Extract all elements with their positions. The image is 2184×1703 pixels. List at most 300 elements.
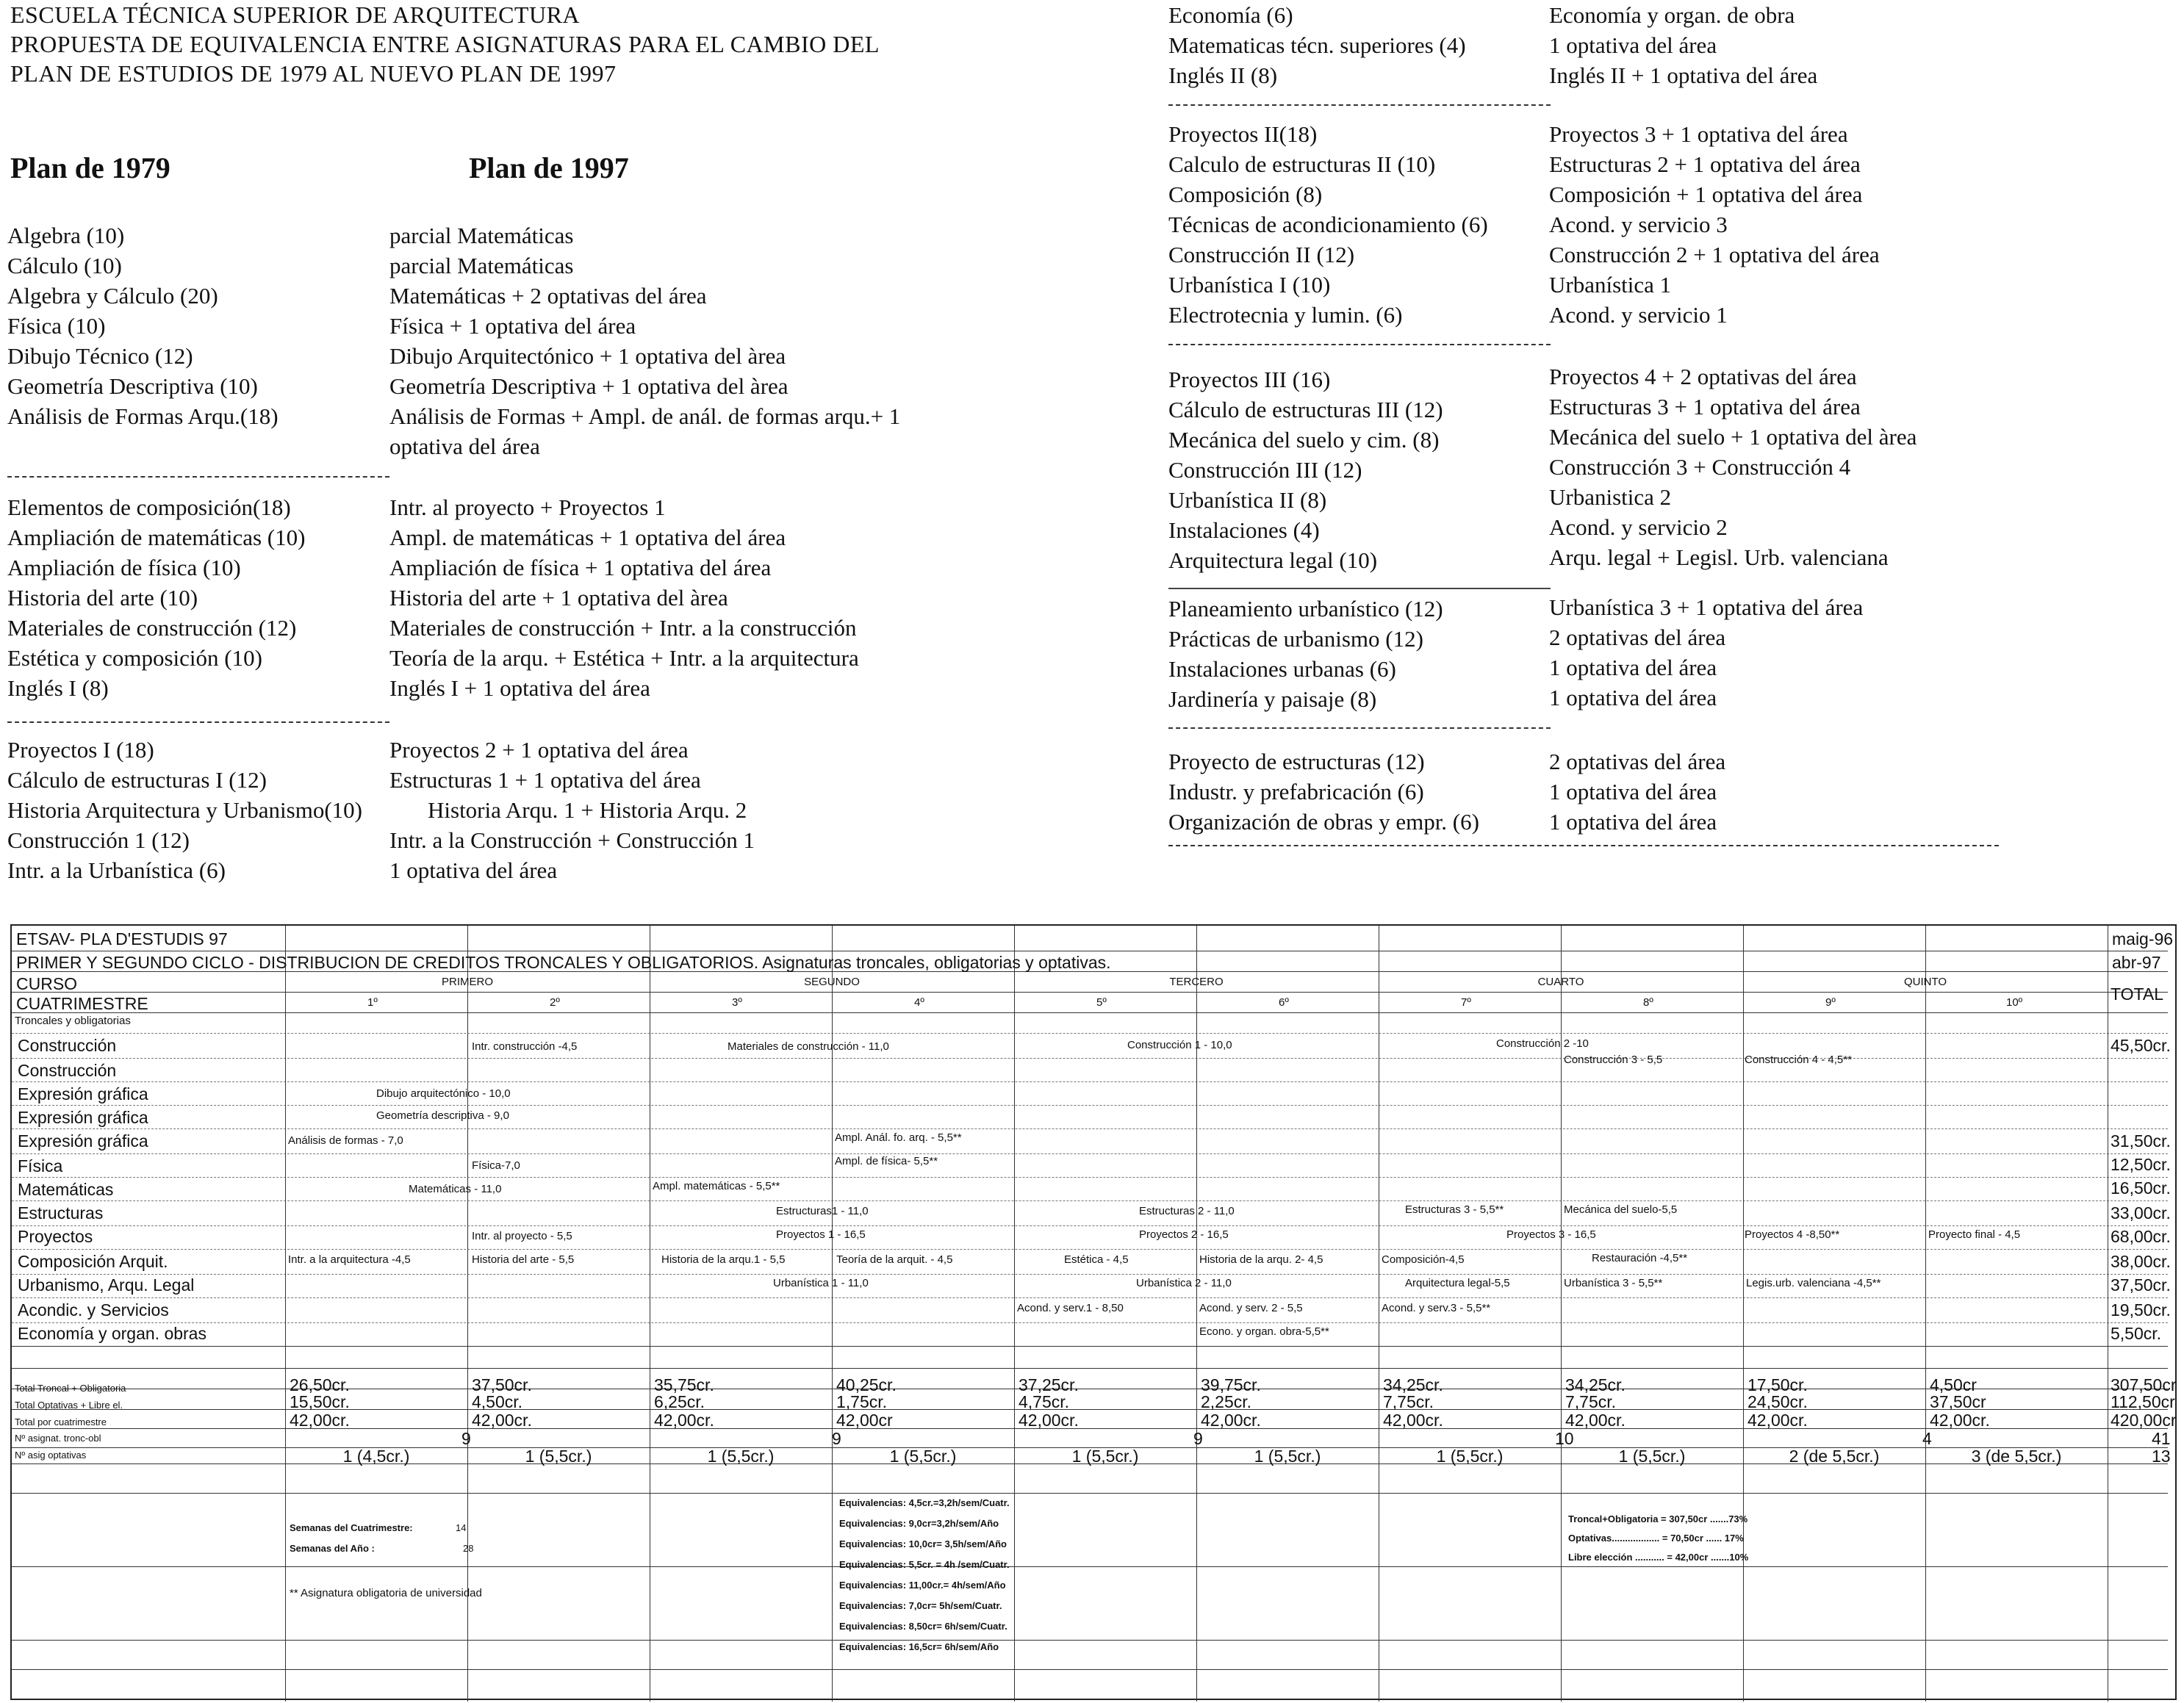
summary-label: Total por cuatrimestre (15, 1416, 107, 1427)
new-subject: 1 optativa del área (1549, 685, 1717, 710)
grid-line (12, 1200, 2168, 1201)
year-header: TERCERO (1169, 976, 1224, 988)
troncal-value: 4,50cr (1930, 1375, 1977, 1394)
optativas-value: 37,50cr (1930, 1392, 1986, 1411)
subject-cell: Econo. y organ. obra-5,5** (1199, 1325, 1329, 1338)
troncal-total: 307,50cr (2111, 1375, 2177, 1394)
cuatrimestre-value: 42,00cr (836, 1411, 893, 1430)
optativas-value: 4,50cr. (472, 1392, 523, 1411)
old-subject: Calculo de estructuras II (10) (1168, 151, 1436, 177)
old-subject: Proyectos III (16) (1168, 367, 1331, 392)
new-subject: Teoría de la arqu. + Estética + Intr. a la arquitectura (389, 645, 859, 671)
count-opt-total: 13 (2152, 1447, 2171, 1466)
subject-cell: Teoría de la arquit. - 4,5 (836, 1253, 953, 1266)
plan-1979-heading: Plan de 1979 (10, 151, 170, 184)
count-opt: 1 (4,5cr.) (342, 1447, 410, 1466)
summary-note: Optativas.................. = 70,50cr ...... 17% (1568, 1533, 1744, 1544)
new-subject: Acond. y servicio 1 (1549, 302, 1728, 328)
row-label: Proyectos (18, 1227, 93, 1246)
subject-cell: Intr. a la arquitectura -4,5 (288, 1253, 411, 1266)
right-group-3-old (1168, 364, 1443, 575)
table-subtitle (16, 953, 1111, 973)
subject-cell: Proyectos 1 - 16,5 (776, 1228, 866, 1241)
grid-line (12, 1322, 2168, 1323)
separator (7, 721, 389, 723)
subject-cell: Composición-4,5 (1382, 1253, 1465, 1266)
separator (1168, 344, 1551, 345)
summary-note: Libre elección ........... = 42,00cr .......10% (1568, 1552, 1749, 1563)
cuatrimestre-value: 42,00cr. (1383, 1411, 1443, 1430)
old-subject: Instalaciones (4) (1168, 517, 1320, 543)
troncal-value: 40,25cr. (836, 1375, 897, 1394)
grid-line (12, 1566, 2168, 1567)
old-subject: Intr. a la Urbanística (6) (7, 857, 226, 883)
optativas-value: 15,50cr. (290, 1392, 350, 1411)
subject-cell: Arquitectura legal-5,5 (1405, 1277, 1510, 1289)
semester-header: 4º (914, 996, 924, 1009)
new-subject: Intr. al proyecto + Proyectos 1 (389, 494, 666, 520)
year-header: PRIMERO (441, 976, 493, 988)
row-label: Física (18, 1156, 63, 1175)
grid-line (1014, 926, 1015, 1702)
old-subject: Inglés I (8) (7, 675, 109, 701)
subject-cell: Proyectos 4 -8,50** (1745, 1228, 1840, 1241)
new-subject: Acond. y servicio 2 (1549, 514, 1728, 540)
grid-line (12, 1081, 2168, 1082)
count-opt: 1 (5,5cr.) (1254, 1447, 1321, 1466)
new-subject: parcial Matemáticas (389, 223, 574, 248)
subject-cell: Proyecto final - 4,5 (1928, 1228, 2021, 1241)
subject-cell: Física-7,0 (472, 1159, 520, 1172)
row-label: Expresión gráfica (18, 1084, 148, 1103)
optativas-value: 7,75cr. (1383, 1392, 1434, 1411)
optativas-total: 112,50cr (2111, 1392, 2175, 1411)
optativas-value: 4,75cr. (1019, 1392, 1070, 1411)
old-subject: Cálculo de estructuras I (12) (7, 767, 267, 793)
grid-line (12, 1128, 2168, 1129)
row-label: Construcción (18, 1061, 117, 1080)
date-label: maig-96 (2112, 929, 2174, 948)
old-subject: Proyectos I (18) (7, 737, 154, 763)
subject-cell: Ampl. de física- 5,5** (835, 1155, 938, 1167)
credits-table (10, 924, 2177, 1700)
count-tronc: 9 (832, 1429, 841, 1448)
optativas-value: 7,75cr. (1565, 1392, 1617, 1411)
equivalence-note: Equivalencias: 11,00cr.= 4h/sem/Año (839, 1580, 1006, 1591)
grid-line (1925, 926, 1926, 1702)
new-subject: Inglés I + 1 optativa del área (389, 675, 650, 701)
school-name: ESCUELA TÉCNICA SUPERIOR DE ARQUITECTURA (10, 1, 581, 28)
right-group-5-new (1549, 746, 1725, 837)
subject-cell: Ampl. Anál. fo. arq. - 5,5** (835, 1131, 962, 1144)
old-subject: Geometría Descriptiva (10) (7, 373, 258, 399)
semester-header: 8º (1643, 996, 1653, 1009)
troncal-value: 35,75cr. (654, 1375, 714, 1394)
troncal-value: 37,25cr. (1019, 1375, 1079, 1394)
count-tronc: 9 (1193, 1429, 1203, 1448)
semester-header: 9º (1825, 996, 1836, 1009)
right-group-4-old (1168, 594, 1443, 714)
separator (7, 476, 389, 478)
old-subject: Construcción III (12) (1168, 457, 1362, 483)
old-subject: Urbanística II (8) (1168, 487, 1327, 513)
subject-cell: Análisis de formas - 7,0 (288, 1134, 403, 1147)
left-group-3-new (389, 735, 755, 885)
semester-header: 6º (1279, 996, 1289, 1009)
right-group-2-new (1549, 119, 1880, 330)
count-opt: 2 (de 5,5cr.) (1789, 1447, 1880, 1466)
left-group-1-new (389, 220, 900, 461)
row-total: 19,50cr. (2111, 1300, 2171, 1319)
cuatrimestre-value: 42,00cr. (1019, 1411, 1079, 1430)
troncal-value: 39,75cr. (1201, 1375, 1261, 1394)
troncal-value: 37,50cr. (472, 1375, 532, 1394)
right-group-5-old (1168, 746, 1479, 837)
count-opt: 1 (5,5cr.) (1618, 1447, 1686, 1466)
equivalence-note: Equivalencias: 9,0cr=3,2h/sem/Año (839, 1518, 999, 1529)
grid-line (12, 992, 2168, 993)
old-subject: Industr. y prefabricación (6) (1168, 779, 1424, 804)
row-label: Economía y organ. obras (18, 1324, 206, 1343)
new-subject: Urbanistica 2 (1549, 484, 1672, 510)
equivalence-note: Equivalencias: 5,5cr. = 4h /sem/Cuatr. (839, 1559, 1010, 1570)
old-subject: Instalaciones urbanas (6) (1168, 656, 1396, 682)
subject-cell: Geometría descriptiva - 9,0 (376, 1109, 509, 1122)
new-subject: Ampliación de física + 1 optativa del área (389, 555, 772, 580)
new-subject: Economía y organ. de obra (1549, 2, 1795, 28)
optativas-value: 24,50cr. (1747, 1392, 1808, 1411)
troncal-value: 26,50cr. (290, 1375, 350, 1394)
optativas-value: 6,25cr. (654, 1392, 705, 1411)
old-subject: Organización de obras y empr. (6) (1168, 809, 1479, 835)
weeks-semester-value: 14 (456, 1522, 467, 1533)
new-subject: 1 optativa del área (1549, 655, 1717, 680)
new-subject: 1 optativa del área (1549, 779, 1717, 804)
count-opt: 1 (5,5cr.) (1436, 1447, 1504, 1466)
old-subject: Economía (6) (1168, 2, 1293, 28)
semester-header: 5º (1096, 996, 1107, 1009)
grid-line (12, 1249, 2168, 1250)
subject-cell: Legis.urb. valenciana -4,5** (1746, 1277, 1881, 1289)
new-subject: 1 optativa del área (1549, 809, 1717, 835)
subject-cell: Intr. al proyecto - 5,5 (472, 1230, 572, 1242)
row-total: 37,50cr. (2111, 1275, 2171, 1295)
date-label: abr-97 (2112, 953, 2161, 972)
row-total: 12,50cr. (2111, 1155, 2171, 1174)
row-label: Expresión gráfica (18, 1108, 148, 1127)
old-subject: Inglés II (8) (1168, 62, 1278, 88)
count-tronc: 4 (1922, 1429, 1932, 1448)
new-subject: Ampl. de matemáticas + 1 optativa del área (389, 525, 786, 550)
subject-cell: Proyectos 3 - 16,5 (1506, 1228, 1596, 1241)
row-label: Composición Arquit. (18, 1252, 168, 1271)
weeks-semester-label: Semanas del Cuatrimestre: (290, 1522, 413, 1533)
proposal-title-line2: PLAN DE ESTUDIOS DE 1979 AL NUEVO PLAN DE 1997 (10, 60, 617, 87)
table-title: ETSAV- PLA D'ESTUDIS 97 (16, 929, 228, 948)
old-subject: Análisis de Formas Arqu.(18) (7, 403, 279, 429)
old-subject: Composición (8) (1168, 181, 1323, 207)
count-tronc-total: 41 (2152, 1429, 2171, 1448)
new-subject: Estructuras 2 + 1 optativa del área (1549, 151, 1861, 177)
subject-cell: Intr. construcción -4,5 (472, 1040, 578, 1053)
equivalence-note: Equivalencias: 10,0cr= 3,5h/sem/Año (839, 1538, 1007, 1549)
old-subject: Cálculo (10) (7, 253, 122, 278)
separator (1168, 104, 1551, 106)
troncal-value: 34,25cr. (1383, 1375, 1443, 1394)
subject-cell: Construcción 1 - 10,0 (1127, 1039, 1232, 1051)
old-subject: Física (10) (7, 313, 106, 339)
grid-line (12, 1669, 2168, 1670)
cuatrimestre-value: 42,00cr. (472, 1411, 532, 1430)
year-header: QUINTO (1903, 976, 1947, 988)
new-subject: Geometría Descriptiva + 1 optativa del àrea (389, 373, 789, 399)
subtitle-part: Asignaturas troncales, obligatorias y optativas. (762, 953, 1111, 972)
row-total: 5,50cr. (2111, 1324, 2162, 1343)
grid-line (12, 1346, 2168, 1347)
grid-line (12, 1368, 2168, 1369)
new-subject: Proyectos 4 + 2 optativas del área (1549, 364, 1857, 389)
summary-label: Total Troncal + Obligatoria (15, 1383, 126, 1394)
equivalence-note: Equivalencias: 16,5cr= 6h/sem/Año (839, 1641, 999, 1652)
new-subject: Intr. a la Construcción + Construcción 1 (389, 827, 755, 853)
cuatrimestre-total: 420,00cr (2111, 1411, 2177, 1430)
row-total: 31,50cr. (2111, 1131, 2171, 1151)
row-label: Urbanismo, Arqu. Legal (18, 1275, 195, 1295)
subject-cell: Estructuras 2 - 11,0 (1139, 1205, 1235, 1217)
old-subject: Urbanística I (10) (1168, 272, 1331, 298)
new-subject: Proyectos 3 + 1 optativa del área (1549, 121, 1848, 147)
new-subject: Inglés II + 1 optativa del área (1549, 62, 1818, 88)
cuatrimestre-value: 42,00cr. (290, 1411, 350, 1430)
left-group-3-old (7, 735, 362, 885)
old-subject: Elementos de composición(18) (7, 494, 291, 520)
subtitle-part: PRIMER Y SEGUNDO CICLO - DISTRIBUCION DE CREDITOS TRONCALES Y OBLIGATORIOS. (16, 953, 763, 972)
new-subject: Construcción 3 + Construcción 4 (1549, 454, 1851, 480)
count-tronc: 9 (461, 1429, 471, 1448)
subject-cell: Acond. y serv.1 - 8,50 (1017, 1302, 1124, 1314)
summary-note: Troncal+Obligatoria = 307,50cr .......73% (1568, 1513, 1748, 1524)
subject-cell: Matemáticas - 11,0 (409, 1183, 502, 1195)
cuatrimestre-value: 42,00cr. (1565, 1411, 1626, 1430)
old-subject: Proyecto de estructuras (12) (1168, 749, 1425, 774)
new-subject: Historia del arte + 1 optativa del àrea (389, 585, 728, 611)
new-subject: optativa del área (389, 433, 540, 459)
subject-cell: Historia de la arqu.1 - 5,5 (661, 1253, 786, 1266)
right-group-1-new (1549, 0, 1817, 90)
subject-cell: Restauración -4,5** (1592, 1252, 1688, 1264)
old-subject: Técnicas de acondicionamiento (6) (1168, 212, 1488, 237)
subject-cell: Proyectos 2 - 16,5 (1139, 1228, 1229, 1241)
new-subject: Materiales de construcción + Intr. a la construcción (389, 615, 857, 641)
subject-cell: Mecánica del suelo-5,5 (1564, 1203, 1678, 1216)
weeks-year-value: 28 (463, 1543, 474, 1554)
row-label: Expresión gráfica (18, 1131, 148, 1151)
new-subject: Proyectos 2 + 1 optativa del área (389, 737, 689, 763)
new-subject: Estructuras 1 + 1 optativa del área (389, 767, 701, 793)
old-subject: Estética y composición (10) (7, 645, 262, 671)
cuatrimestre-label: CUATRIMESTRE (16, 994, 148, 1013)
old-subject: Prácticas de urbanismo (12) (1168, 626, 1423, 652)
subject-cell: Construcción 4 - 4,5** (1745, 1054, 1852, 1066)
old-subject: Construcción II (12) (1168, 242, 1355, 267)
curso-label: CURSO (16, 974, 78, 993)
grid-line (12, 1640, 2168, 1641)
old-subject: Ampliación de matemáticas (10) (7, 525, 306, 550)
new-subject: parcial Matemáticas (389, 253, 574, 278)
new-subject: Análisis de Formas + Ampl. de anál. de formas arqu.+ 1 (389, 403, 901, 429)
subject-cell: Acond. y serv. 2 - 5,5 (1199, 1302, 1303, 1314)
old-subject: Ampliación de física (10) (7, 555, 241, 580)
year-header: SEGUNDO (804, 976, 860, 988)
grid-line (12, 1493, 2168, 1494)
grid-line (12, 1105, 2168, 1106)
right-group-4-new (1549, 592, 1863, 713)
old-subject: Jardinería y paisaje (8) (1168, 686, 1377, 712)
left-group-1-old (7, 220, 279, 431)
subject-cell: Materiales de construcción - 11,0 (728, 1040, 889, 1053)
grid-line (12, 1177, 2168, 1178)
new-subject: Arqu. legal + Legisl. Urb. valenciana (1549, 544, 1889, 570)
cuatrimestre-value: 42,00cr. (654, 1411, 714, 1430)
semester-header: 2º (550, 996, 560, 1009)
document-header (10, 0, 880, 88)
new-subject: Construcción 2 + 1 optativa del área (1549, 242, 1880, 267)
old-subject: Algebra (10) (7, 223, 125, 248)
new-subject: Composición + 1 optativa del área (1549, 181, 1863, 207)
separator (1168, 588, 1551, 589)
cuatrimestre-value: 42,00cr. (1747, 1411, 1808, 1430)
plan-1997-heading: Plan de 1997 (469, 151, 629, 184)
grid-line (12, 1297, 2168, 1298)
equivalence-note: Equivalencias: 8,50cr= 6h/sem/Cuatr. (839, 1621, 1007, 1632)
cuatrimestre-value: 42,00cr. (1201, 1411, 1261, 1430)
grid-line (12, 1225, 2168, 1226)
count-opt: 1 (5,5cr.) (889, 1447, 957, 1466)
semester-header: 1º (367, 996, 378, 1009)
old-subject: Electrotecnia y lumin. (6) (1168, 302, 1403, 328)
grid-line (1743, 926, 1744, 1702)
subject-cell: Dibujo arquitectónico - 10,0 (376, 1087, 511, 1100)
new-subject: 1 optativa del área (389, 857, 558, 883)
new-subject: Matemáticas + 2 optativas del área (389, 283, 707, 309)
row-total: 16,50cr. (2111, 1178, 2171, 1198)
cuatrimestre-value: 42,00cr. (1930, 1411, 1990, 1430)
equivalence-note: Equivalencias: 4,5cr.=3,2h/sem/Cuatr. (839, 1497, 1010, 1508)
weeks-year-label: Semanas del Año : (290, 1543, 375, 1554)
old-subject: Cálculo de estructuras III (12) (1168, 397, 1443, 422)
grid-line (467, 926, 468, 1702)
right-group-1-old (1168, 0, 1466, 90)
subject-cell: Historia del arte - 5,5 (472, 1253, 575, 1266)
optativas-value: 2,25cr. (1201, 1392, 1252, 1411)
count-opt: 1 (5,5cr.) (707, 1447, 775, 1466)
new-subject: Física + 1 optativa del área (389, 313, 636, 339)
row-total: 33,00cr. (2111, 1203, 2171, 1223)
row-label: Acondic. y Servicios (18, 1300, 169, 1319)
left-group-2-old (7, 492, 305, 703)
old-subject: Proyectos II(18) (1168, 121, 1318, 147)
new-subject: Urbanística 3 + 1 optativa del área (1549, 594, 1864, 620)
equivalence-note: Equivalencias: 7,0cr= 5h/sem/Cuatr. (839, 1600, 1002, 1611)
subject-cell: Urbanística 1 - 11,0 (773, 1277, 869, 1289)
subject-cell: Estética - 4,5 (1064, 1253, 1129, 1266)
new-subject: Dibujo Arquitectónico + 1 optativa del àrea (389, 343, 786, 369)
new-subject: Historia Arqu. 1 + Historia Arqu. 2 (428, 797, 747, 823)
row-label: Matemáticas (18, 1180, 114, 1199)
old-subject: Materiales de construcción (12) (7, 615, 297, 641)
grid-line (285, 926, 286, 1702)
old-subject: Algebra y Cálculo (20) (7, 283, 218, 309)
old-subject: Construcción 1 (12) (7, 827, 190, 853)
new-subject: 2 optativas del área (1549, 624, 1726, 650)
summary-label: Nº asignat. tronc-obl (15, 1433, 101, 1444)
count-opt: 1 (5,5cr.) (1071, 1447, 1139, 1466)
old-subject: Mecánica del suelo y cim. (8) (1168, 427, 1440, 453)
right-group-2-old (1168, 119, 1488, 330)
optativas-value: 1,75cr. (836, 1392, 888, 1411)
subject-cell: Acond. y serv.3 - 5,5** (1382, 1302, 1491, 1314)
subject-cell: Estructuras 3 - 5,5** (1405, 1203, 1504, 1216)
grid-line (12, 1033, 2168, 1034)
summary-label: Nº asig optativas (15, 1450, 87, 1461)
new-subject: Estructuras 3 + 1 optativa del área (1549, 394, 1861, 420)
new-subject: 2 optativas del área (1549, 749, 1726, 774)
new-subject: Acond. y servicio 3 (1549, 212, 1728, 237)
row-label: Construcción (18, 1036, 117, 1055)
old-subject: Historia del arte (10) (7, 585, 198, 611)
row-total: 45,50cr. (2111, 1036, 2171, 1055)
new-subject: Urbanística 1 (1549, 272, 1672, 298)
grid-line (12, 1012, 2168, 1013)
year-header: CUARTO (1537, 976, 1584, 988)
old-subject: Historia Arquitectura y Urbanismo(10) (7, 797, 362, 823)
separator (1168, 727, 1551, 729)
semester-header: 10º (2006, 996, 2023, 1009)
separator (1168, 845, 1999, 846)
troncal-value: 17,50cr. (1747, 1375, 1808, 1394)
right-group-3-new (1549, 361, 1917, 572)
grid-line (12, 1153, 2168, 1154)
summary-label: Total Optativas + Libre el. (15, 1400, 123, 1411)
subject-cell: Historia de la arqu. 2- 4,5 (1199, 1253, 1323, 1266)
row-label: Estructuras (18, 1203, 104, 1223)
row-label: Troncales y obligatorias (15, 1015, 131, 1027)
old-subject: Matematicas técn. superiores (4) (1168, 32, 1466, 58)
subject-cell: Construcción 3 - 5,5 (1564, 1054, 1663, 1066)
troncal-value: 34,25cr. (1565, 1375, 1626, 1394)
semester-header: 7º (1461, 996, 1471, 1009)
footnote: ** Asignatura obligatoria de universidad (290, 1587, 482, 1599)
new-subject: Mecánica del suelo + 1 optativa del àrea (1549, 424, 1917, 450)
subject-cell: Urbanística 2 - 11,0 (1136, 1277, 1232, 1289)
old-subject: Arquitectura legal (10) (1168, 547, 1378, 573)
old-subject: Planeamiento urbanístico (12) (1168, 596, 1443, 622)
count-tronc: 10 (1555, 1429, 1574, 1448)
old-subject: Dibujo Técnico (12) (7, 343, 193, 369)
grid-line (12, 1274, 2168, 1275)
semester-header: 3º (732, 996, 742, 1009)
new-subject: 1 optativa del área (1549, 32, 1717, 58)
total-header: TOTAL (2111, 984, 2163, 1004)
count-opt: 3 (de 5,5cr.) (1971, 1447, 2062, 1466)
subject-cell: Estructuras1 - 11,0 (776, 1205, 869, 1217)
subject-cell: Construcción 2 -10 (1496, 1037, 1589, 1050)
count-opt: 1 (5,5cr.) (525, 1447, 592, 1466)
subject-cell: Urbanística 3 - 5,5** (1564, 1277, 1663, 1289)
proposal-title-line1: PROPUESTA DE EQUIVALENCIA ENTRE ASIGNATURAS PARA EL CAMBIO DEL (10, 31, 880, 57)
subject-cell: Ampl. matemáticas - 5,5** (653, 1180, 780, 1192)
row-total: 68,00cr. (2111, 1227, 2171, 1246)
